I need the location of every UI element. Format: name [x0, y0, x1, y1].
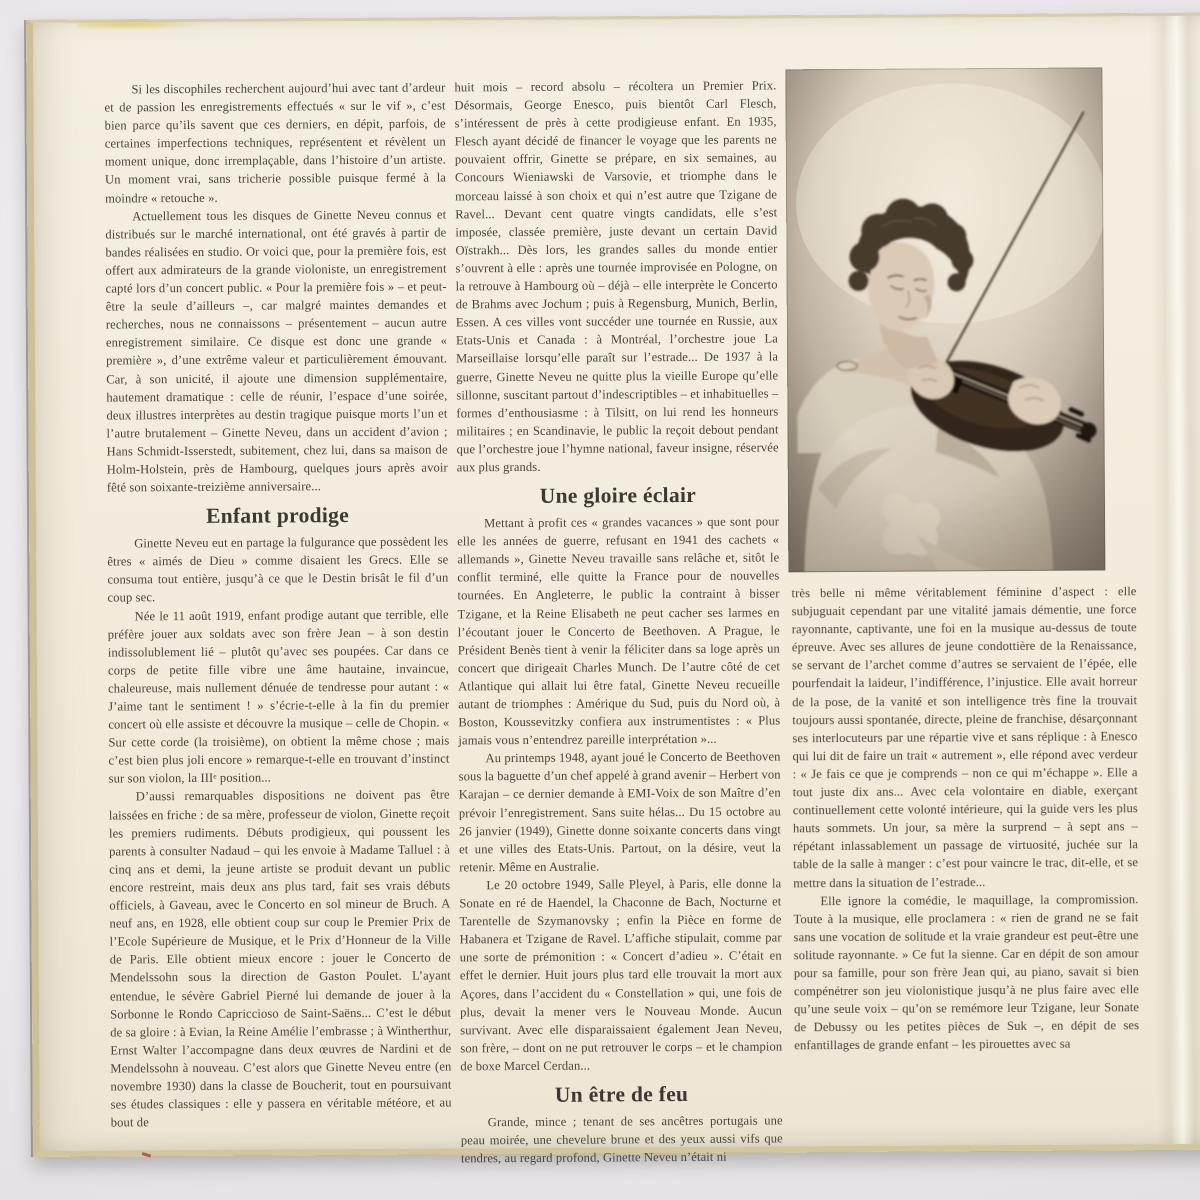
paragraph: Née le 11 août 1919, enfant prodige autant que terrible, elle préfère jouer aux soldats avec son frère Jean – à son destin indissolublement lié – plutôt qu’avec ses poupées. Car dans ce corps de petite fille vibre une âme hautaine, invaincue, chaleureuse, mais nullement dénuée de tendresse pour autant : « J’aime tant le sentiment ! » s’écrie-t-elle à la fin du premier concert où elle assiste et découvre la musique – celle de Chopin. « Sur cette corde (la troisième), on obtient la même chose ; mais c’est bien plus joli encore » remarque-t-elle en trouvant d’instinct sur son violon, la IIIᵉ position...	[107, 606, 450, 786]
paragraph: Elle ignore la comédie, le maquillage, la compromission. Toute à la musique, elle proclamera : « rien de grand ne se fait sans une vocation de solitude et la vraie grandeur est peut-être une solitude rayonnante. » Ce fut la sienne. Car en dépit de son amour pour sa famille, pour son frère Jean qui, au piano, savait si bien compénétrer son jeu violonistique jusqu’à ne plus faire avec elle qu’une seule voix – qu’on se remémore leur Tzigane, leur Sonate de Debussy ou les petites pièces de Suk –, en dépit de ses enfantillages de grande enfant – les pirouettes avec sa	[793, 891, 1140, 1053]
section-heading: Un être de feu	[554, 1081, 689, 1107]
section-heading: Enfant prodige	[205, 503, 350, 529]
paragraph: Si les discophiles recherchent aujourd’hui avec tant d’ardeur et de passion les enregistrements effectués « sur le vif », c’est bien parce qu’ils savent que ces derniers, en dépit, parfois, de certaines imperfections techniques, représentent et révèlent un moment unique, donc irremplaçable, dans l’histoire d’un artiste. Un moment vrai, sans tricherie possible puisque fermé à la moindre « retouche ».	[104, 80, 447, 206]
section-heading: Une gloire éclair	[539, 482, 697, 508]
ginette-neveu-portrait-photo	[785, 67, 1105, 572]
paragraph: Actuellement tous les disques de Ginette Neveu connus et distribués sur le marché international, ont été gravés à partir de bandes réalisées en studio. Or voici que, pour la première fois, est offert aux admirateurs de la grande violoniste, un enregistrement capté lors d’un concert public. « Pour la première fois » – et peut-être la seule d’ailleurs –, car malgré maintes demandes et recherches, nous ne connaissons – présentement – aucun autre enregistrement similaire. Ce disque est donc une grande « première », d’une extrême valeur et particulièrement émouvant. Car, à son unicité, il ajoute une dimension supplémentaire, hautement dramatique : celle de réunir, l’espace d’une soirée, deux illustres interprètes au destin tragique puisque morts l’un et l’autre brutalement – Ginette Neveu, dans un accident d’avion ; Hans Schmidt-Isserstedt, subitement, chez lui, dans sa maison de Holm-Holstein, près de Hambourg, quelques jours après avoir fêté son soixante-treizième anniversaire...	[105, 207, 448, 495]
spine-yellow-smudge	[77, 19, 207, 30]
edge-red-mark	[142, 1152, 151, 1158]
paragraph: huit mois – record absolu – récoltera un Premier Prix. Désormais, George Enesco, puis bientôt Carl Flesch, s’intéressent de près à cette prodigieuse enfant. En 1935, Flesch ayant décidé de financer le voyage que les parents ne pouvaient offrir, Ginette se prépare, en six semaines, au Concours Wieniawski de Varsovie, et triomphe dans le morceau laissé à son choix et qui n’est autre que Tzigane de Ravel... Devant cent quatre vingts candidats, elle s’est imposée, classée première, juste devant un certain David Oïstrakh... Dès lors, les grandes salles du monde entier s’ouvrent à elle : après une tournée improvisée en Pologne, on la retrouve à Hambourg où – déjà – elle interprète le Concerto de Brahms avec Jochum ; puis à Regensburg, Munich, Berlin, Essen. A ces villes vont succéder une tournée en Russie, aux Etats-Unis et Canada : à Montréal, l’orchestre joue La Marseillaise lorsqu’elle paraît sur l’estrade... De 1937 à la guerre, Ginette Neveu ne quitte plus la vieille Europe qu’elle sillonne, suscitant partout d’indescriptibles – et inhabituelles – formes d’enthousiasme : à Tilsitt, on lui rend les honneurs militaires ; en Scandinavie, le public la reçoit debout pendant que l’orchestre joue l’hymne national, faveur insigne, réservée aux plus grands.	[454, 78, 779, 475]
paragraph: D’aussi remarquables dispositions ne doivent pas être laissées en friche : de sa mère, professeur de violon, Ginette reçoit les premiers rudiments. Débuts prodigieux, qui poussent les parents à consulter Nadaud – qui les envoie à Madame Talluel : à cinq ans et demi, la jeune artiste se produit devant un public encore restreint, mais deux ans plus tard, fait ses vrais débuts officiels, à Gaveau, avec le Concerto en sol mineur de Bruch. A neuf ans, en 1928, elle obtient coup sur coup le Premier Prix de l’Ecole Supérieure de Musique, et le Prix d’Honneur de la Ville de Paris. Elle obtient mieux encore : jouer le Concerto de Mendelssohn sous la direction de Gaston Poulet. L’ayant entendue, le sévère Gabriel Pierné lui demande de jouer à la Sorbonne le Rondo Capriccioso de Saint-Saëns... C’est le début de sa gloire : à Evian, la Reine Amélie l’embrasse ; à Wintherthur, Ernst Walter l’accompagne dans deux œuvres de Nardini et de Mendelssohn à nouveau. C’est alors que Ginette Neveu entre (en novembre 1930) dans la classe de Boucherit, tout en poursuivant ses études classiques : elle y passera en véritable météore, et au bout de	[108, 787, 452, 1130]
text-column-right	[791, 582, 1139, 1055]
paragraph: Ginette Neveu eut en partage la fulgurance que possèdent les êtres « aimés de Dieu » comme disaient les Grecs. Elle se consuma tout entière, jusqu’à ce que le Destin brisât le fil d’un coup sec.	[107, 534, 449, 605]
paragraph: Grande, mince ; tenant de ses ancêtres portugais une peau moirée, une chevelure brune et des yeux aussi vifs que tendres, au regard profond, Ginette Neveu n’était ni	[460, 1113, 783, 1166]
text-column-middle	[454, 76, 783, 1167]
paragraph: très belle ni même véritablement féminine d’aspect : elle subjuguait cependant par une vitalité jamais démentie, une force rayonnante, captivante, une foi en la musique au-dessus de toute épreuve. Avec ses allures de jeune condottière de la Renaissance, se servant de l’archet comme d’autres se servaient de l’épée, elle pourfendait la laideur, l’indifférence, l’injustice. Elle avait horreur de la pose, de la vanité et son intelligence très fine la trouvait toujours aussi spontanée, directe, pleine de franchise, désarçonnant ses interlocuteurs par une répartie vive et sans réplique : à Enesco qui lui dit de faire un trait « autrement », elle répond avec verdeur : « Je fais ce que je comprends – non ce qui m’échappe ». Elle a tout juste dix ans... Avec cela volontaire en diable, exerçant continuellement cette volonté intérieure, qui la guide vers les plus hauts sommets. Un jour, sa mère la surprend – à sept ans – répétant inlassablement un passage de virtuosité, juchée sur la table de la salle à manger : c’est pour vaincre le trac, dit-elle, et se mettre dans la situation de l’estrade...	[791, 584, 1139, 890]
paragraph: Au printemps 1948, ayant joué le Concerto de Beethoven sous la baguette d’un chef appelé à grand avenir – Herbert von Karajan – ce dernier demande à EMI-Voix de son Maître d’en prévoir l’enregistrement. Sans suite hélas... Du 15 octobre au 26 janvier (1949), Ginette donne soixante concerts dans vingt et une villes des Etats-Unis. Partout, on la désire, veut la retenir. Même en Australie.	[458, 749, 782, 875]
text-column-left	[104, 78, 451, 1131]
paragraph: Mettant à profit ces « grandes vacances » que sont pour elle les années de guerre, refusant en 1941 des cachets « allemands », Ginette Neveu travaille sans relâche et, sitôt le conflit terminé, elle quitte la France pour de nouvelles tournées. En Angleterre, le public la contraint à bisser Tzigane, et la Reine Elisabeth ne peut cacher ses larmes en l’écoutant jouer le Concerto de Beethoven. A Prague, le Président Benès tient à venir la féliciter dans sa loge après un concert que dirigeait Charles Munch. De l’autre côté de cet Atlantique qui allait lui être fatal, Ginette Neveu recueille autant de triomphes : Amérique du Sud, puis du Nord où, à Boston, Koussevitzky confiera aux instrumentistes : « Plus jamais vous n’entendrez pareille interprétation »...	[457, 514, 781, 748]
gatefold-crease	[1149, 16, 1200, 1144]
paragraph: Le 20 octobre 1949, Salle Pleyel, à Paris, elle donne la Sonate en ré de Haendel, la Chaconne de Bach, Nocturne et Tarentelle de Szymanovsky ; enfin la Pièce en forme de Habanera et Tzigane de Ravel. L’affiche stipulait, comme par une sorte de prémonition : « Concert d’adieu ». C’était en effet le dernier. Huit jours plus tard elle trouvait la mort aux Açores, dans l’accident du « Constellation » qui, une fois de plus, devait la mener vers le Nouveau Monde. Aucun survivant. Avec elle disparaissaient également Jean Neveu, son frère, – dont on ne put retrouver le corps – et le champion de boxe Marcel Cerdan...	[459, 876, 783, 1074]
liner-notes-page	[26, 13, 1200, 1166]
photo-vignette	[785, 67, 1105, 572]
